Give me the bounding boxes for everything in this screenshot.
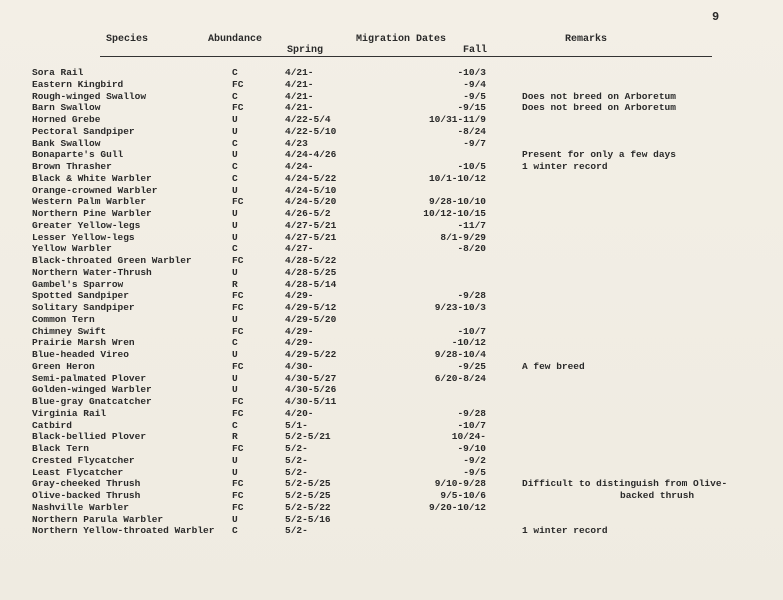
- table-row: [0, 455, 783, 467]
- fall-date-cell: 9/5-10/6: [440, 490, 486, 501]
- remark-text: Does not breed on Arboretum: [522, 102, 676, 114]
- species-cell: Black Tern: [32, 443, 90, 454]
- table-row: [0, 79, 783, 91]
- abundance-cell: FC: [232, 290, 244, 302]
- abundance-cell: U: [232, 208, 238, 219]
- species-cell: Black & White Warbler: [32, 172, 152, 184]
- fall-date-cell: -9/28: [457, 407, 486, 419]
- species-cell: Barn Swallow: [32, 102, 101, 114]
- remark-text: 1 winter record: [522, 161, 608, 172]
- fall-date-cell: -10/12: [451, 337, 486, 349]
- table-row: [0, 279, 783, 291]
- table-row: [0, 255, 783, 267]
- species-cell: Bank Swallow: [32, 137, 101, 149]
- species-cell: Green Heron: [32, 360, 95, 372]
- species-cell: Northern Pine Warbler: [32, 208, 152, 219]
- spring-date-cell: 4/24-5/10: [285, 184, 337, 196]
- species-cell: Northern Yellow-throated Warbler: [32, 525, 215, 537]
- species-cell: Nashville Warbler: [32, 501, 129, 513]
- species-cell: Solitary Sandpiper: [32, 302, 135, 313]
- abundance-cell: FC: [232, 501, 244, 513]
- remark-text: A few breed: [522, 360, 585, 372]
- species-cell: Sora Rail: [32, 67, 84, 78]
- spring-date-cell: 4/22-5/4: [285, 114, 331, 125]
- spring-date-cell: 4/24-5/22: [285, 172, 337, 184]
- abundance-cell: U: [232, 513, 238, 525]
- header-abundance: Abundance: [208, 34, 263, 45]
- fall-date-cell: -9/7: [463, 137, 486, 149]
- species-cell: Chimney Swift: [32, 325, 107, 337]
- table-row: [0, 443, 783, 455]
- fall-date-cell: -9/15: [457, 102, 486, 114]
- species-cell: Bonaparte's Gull: [32, 149, 124, 161]
- fall-date-cell: 9/23-10/3: [434, 302, 486, 313]
- spring-date-cell: 4/28-5/25: [285, 266, 337, 278]
- fall-date-cell: -8/20: [457, 243, 486, 255]
- fall-date-cell: -11/7: [457, 219, 486, 231]
- spring-date-cell: 5/2-: [285, 466, 308, 478]
- table-row: [0, 67, 783, 79]
- spring-date-cell: 5/2-5/25: [285, 478, 331, 490]
- abundance-cell: FC: [232, 478, 244, 490]
- remark-text: Does not breed on Arboretum: [522, 90, 676, 102]
- spring-date-cell: 4/21-: [285, 78, 314, 90]
- fall-date-cell: -9/2: [463, 454, 486, 466]
- species-cell: Prairie Marsh Wren: [32, 337, 135, 349]
- table-row: [0, 420, 783, 432]
- species-cell: Greater Yellow-legs: [32, 219, 141, 231]
- species-cell: Northern Parula Warbler: [32, 513, 164, 525]
- table-row: [0, 467, 783, 479]
- fall-date-cell: -9/28: [457, 290, 486, 302]
- fall-date-cell: -9/25: [457, 360, 486, 372]
- species-cell: Semi-palmated Plover: [32, 372, 147, 384]
- spring-date-cell: 4/28-5/22: [285, 255, 337, 266]
- spring-date-cell: 4/24-5/20: [285, 196, 337, 208]
- species-cell: Lesser Yellow-legs: [32, 231, 135, 243]
- abundance-cell: U: [232, 466, 238, 478]
- fall-date-cell: 10/24-: [451, 431, 486, 443]
- spring-date-cell: 4/29-5/20: [285, 313, 337, 325]
- remark-text: 1 winter record: [522, 525, 608, 537]
- species-cell: Olive-backed Thrush: [32, 490, 141, 501]
- fall-date-cell: -10/3: [457, 67, 486, 78]
- abundance-cell: FC: [232, 102, 244, 114]
- abundance-cell: C: [232, 419, 238, 431]
- abundance-cell: C: [232, 525, 238, 537]
- header-rule: [100, 56, 712, 57]
- abundance-cell: U: [232, 184, 238, 196]
- table-row: [0, 126, 783, 138]
- table-row: [0, 373, 783, 385]
- fall-date-cell: 10/12-10/15: [423, 208, 486, 219]
- spring-date-cell: 5/2-: [285, 454, 308, 466]
- abundance-cell: FC: [232, 302, 244, 313]
- abundance-cell: FC: [232, 490, 244, 501]
- page-number: 9: [712, 10, 720, 24]
- fall-date-cell: -9/10: [457, 443, 486, 454]
- fall-date-cell: -8/24: [457, 125, 486, 137]
- table-row: [0, 196, 783, 208]
- species-cell: Blue-gray Gnatcatcher: [32, 396, 152, 407]
- table-row: [0, 361, 783, 373]
- table-row: [0, 314, 783, 326]
- table-row: [0, 502, 783, 514]
- table-row: [0, 208, 783, 220]
- spring-date-cell: 5/2-: [285, 525, 308, 537]
- abundance-cell: R: [232, 278, 238, 290]
- abundance-cell: FC: [232, 78, 244, 90]
- header-spring: Spring: [287, 45, 324, 56]
- species-cell: Golden-winged Warbler: [32, 384, 152, 396]
- fall-date-cell: -9/4: [463, 78, 486, 90]
- fall-date-cell: 8/1-9/29: [440, 231, 486, 243]
- species-cell: Least Flycatcher: [32, 466, 124, 478]
- table-row: [0, 326, 783, 338]
- abundance-cell: C: [232, 90, 238, 102]
- fall-date-cell: -10/7: [457, 325, 486, 337]
- abundance-cell: U: [232, 349, 238, 360]
- spring-date-cell: 4/27-5/21: [285, 219, 337, 231]
- fall-date-cell: 9/28-10/10: [428, 196, 486, 208]
- abundance-cell: C: [232, 337, 238, 349]
- spring-date-cell: 4/22-5/10: [285, 125, 337, 137]
- species-cell: Common Tern: [32, 313, 95, 325]
- table-row: [0, 525, 783, 537]
- species-cell: Gray-cheeked Thrush: [32, 478, 141, 490]
- species-cell: Western Palm Warbler: [32, 196, 147, 208]
- abundance-cell: FC: [232, 407, 244, 419]
- abundance-cell: C: [232, 243, 238, 255]
- fall-date-cell: -10/7: [457, 419, 486, 431]
- table-row: [0, 396, 783, 408]
- abundance-cell: R: [232, 431, 238, 443]
- spring-date-cell: 4/24-: [285, 161, 314, 172]
- species-cell: Orange-crowned Warbler: [32, 184, 158, 196]
- species-cell: Black-throated Green Warbler: [32, 255, 192, 266]
- species-cell: Virginia Rail: [32, 407, 107, 419]
- spring-date-cell: 4/23: [285, 137, 308, 149]
- species-cell: Spotted Sandpiper: [32, 290, 129, 302]
- fall-date-cell: 9/20-10/12: [428, 501, 486, 513]
- fall-date-cell: 9/28-10/4: [434, 349, 486, 360]
- abundance-cell: U: [232, 149, 238, 161]
- abundance-cell: U: [232, 384, 238, 396]
- abundance-cell: C: [232, 161, 238, 172]
- spring-date-cell: 4/29-: [285, 290, 314, 302]
- table-row: [0, 161, 783, 173]
- fall-date-cell: -9/5: [463, 466, 486, 478]
- abundance-cell: U: [232, 125, 238, 137]
- table-row: [0, 138, 783, 150]
- abundance-cell: U: [232, 372, 238, 384]
- spring-date-cell: 5/2-: [285, 443, 308, 454]
- abundance-cell: FC: [232, 255, 244, 266]
- spring-date-cell: 4/24-4/26: [285, 149, 337, 161]
- species-cell: Eastern Kingbird: [32, 78, 124, 90]
- species-cell: Horned Grebe: [32, 114, 101, 125]
- species-cell: Rough-winged Swallow: [32, 90, 147, 102]
- fall-date-cell: 10/31-11/9: [428, 114, 486, 125]
- spring-date-cell: 4/28-5/14: [285, 278, 337, 290]
- header-remarks: Remarks: [565, 34, 608, 45]
- spring-date-cell: 4/29-: [285, 325, 314, 337]
- remark-text: backed thrush: [620, 490, 695, 501]
- spring-date-cell: 4/30-: [285, 360, 314, 372]
- fall-date-cell: 9/10-9/28: [434, 478, 486, 490]
- abundance-cell: U: [232, 454, 238, 466]
- spring-date-cell: 4/29-5/12: [285, 302, 337, 313]
- spring-date-cell: 4/30-5/27: [285, 372, 337, 384]
- abundance-cell: FC: [232, 443, 244, 454]
- table-row: [0, 431, 783, 443]
- species-cell: Brown Thrasher: [32, 161, 112, 172]
- abundance-cell: C: [232, 67, 238, 78]
- abundance-cell: U: [232, 219, 238, 231]
- table-row: [0, 337, 783, 349]
- table-row: [0, 232, 783, 244]
- spring-date-cell: 4/21-: [285, 90, 314, 102]
- spring-date-cell: 4/29-: [285, 337, 314, 349]
- table-row: [0, 514, 783, 526]
- abundance-cell: U: [232, 114, 238, 125]
- abundance-cell: U: [232, 231, 238, 243]
- species-cell: Pectoral Sandpiper: [32, 125, 135, 137]
- header-fall: Fall: [463, 45, 488, 56]
- table-row: [0, 220, 783, 232]
- abundance-cell: FC: [232, 396, 244, 407]
- spring-date-cell: 4/21-: [285, 102, 314, 114]
- species-cell: Black-bellied Plover: [32, 431, 147, 443]
- spring-date-cell: 5/2-5/22: [285, 501, 331, 513]
- abundance-cell: C: [232, 137, 238, 149]
- spring-date-cell: 4/26-5/2: [285, 208, 331, 219]
- header-species: Species: [106, 34, 149, 45]
- remark-text: Difficult to distinguish from Olive-: [522, 478, 728, 490]
- species-cell: Gambel's Sparrow: [32, 278, 124, 290]
- abundance-cell: FC: [232, 360, 244, 372]
- table-row: [0, 173, 783, 185]
- spring-date-cell: 5/2-5/16: [285, 513, 331, 525]
- spring-date-cell: 4/30-5/26: [285, 384, 337, 396]
- table-row: [0, 267, 783, 279]
- abundance-cell: U: [232, 266, 238, 278]
- fall-date-cell: 6/20-8/24: [434, 372, 486, 384]
- spring-date-cell: 4/21-: [285, 67, 314, 78]
- remark-text: Present for only a few days: [522, 149, 676, 161]
- spring-date-cell: 4/27-5/21: [285, 231, 337, 243]
- table-row: [0, 243, 783, 255]
- spring-date-cell: 4/29-5/22: [285, 349, 337, 360]
- abundance-cell: FC: [232, 196, 244, 208]
- abundance-cell: C: [232, 172, 238, 184]
- spring-date-cell: 4/20-: [285, 407, 314, 419]
- spring-date-cell: 5/2-5/25: [285, 490, 331, 501]
- species-cell: Yellow Warbler: [32, 243, 112, 255]
- table-row: [0, 114, 783, 126]
- species-cell: Crested Flycatcher: [32, 454, 135, 466]
- table-row: [0, 408, 783, 420]
- table-row: [0, 290, 783, 302]
- spring-date-cell: 5/1-: [285, 419, 308, 431]
- table-row: [0, 302, 783, 314]
- fall-date-cell: -9/5: [463, 90, 486, 102]
- abundance-cell: FC: [232, 325, 244, 337]
- abundance-cell: U: [232, 313, 238, 325]
- spring-date-cell: 5/2-5/21: [285, 431, 331, 443]
- table-row: [0, 349, 783, 361]
- header-migration-dates: Migration Dates: [356, 34, 447, 45]
- spring-date-cell: 4/27-: [285, 243, 314, 255]
- table-row: [0, 384, 783, 396]
- fall-date-cell: -10/5: [457, 161, 486, 172]
- fall-date-cell: 10/1-10/12: [428, 172, 486, 184]
- species-cell: Blue-headed Vireo: [32, 349, 129, 360]
- species-cell: Northern Water-Thrush: [32, 266, 152, 278]
- table-row: [0, 185, 783, 197]
- spring-date-cell: 4/30-5/11: [285, 396, 337, 407]
- species-cell: Catbird: [32, 419, 72, 431]
